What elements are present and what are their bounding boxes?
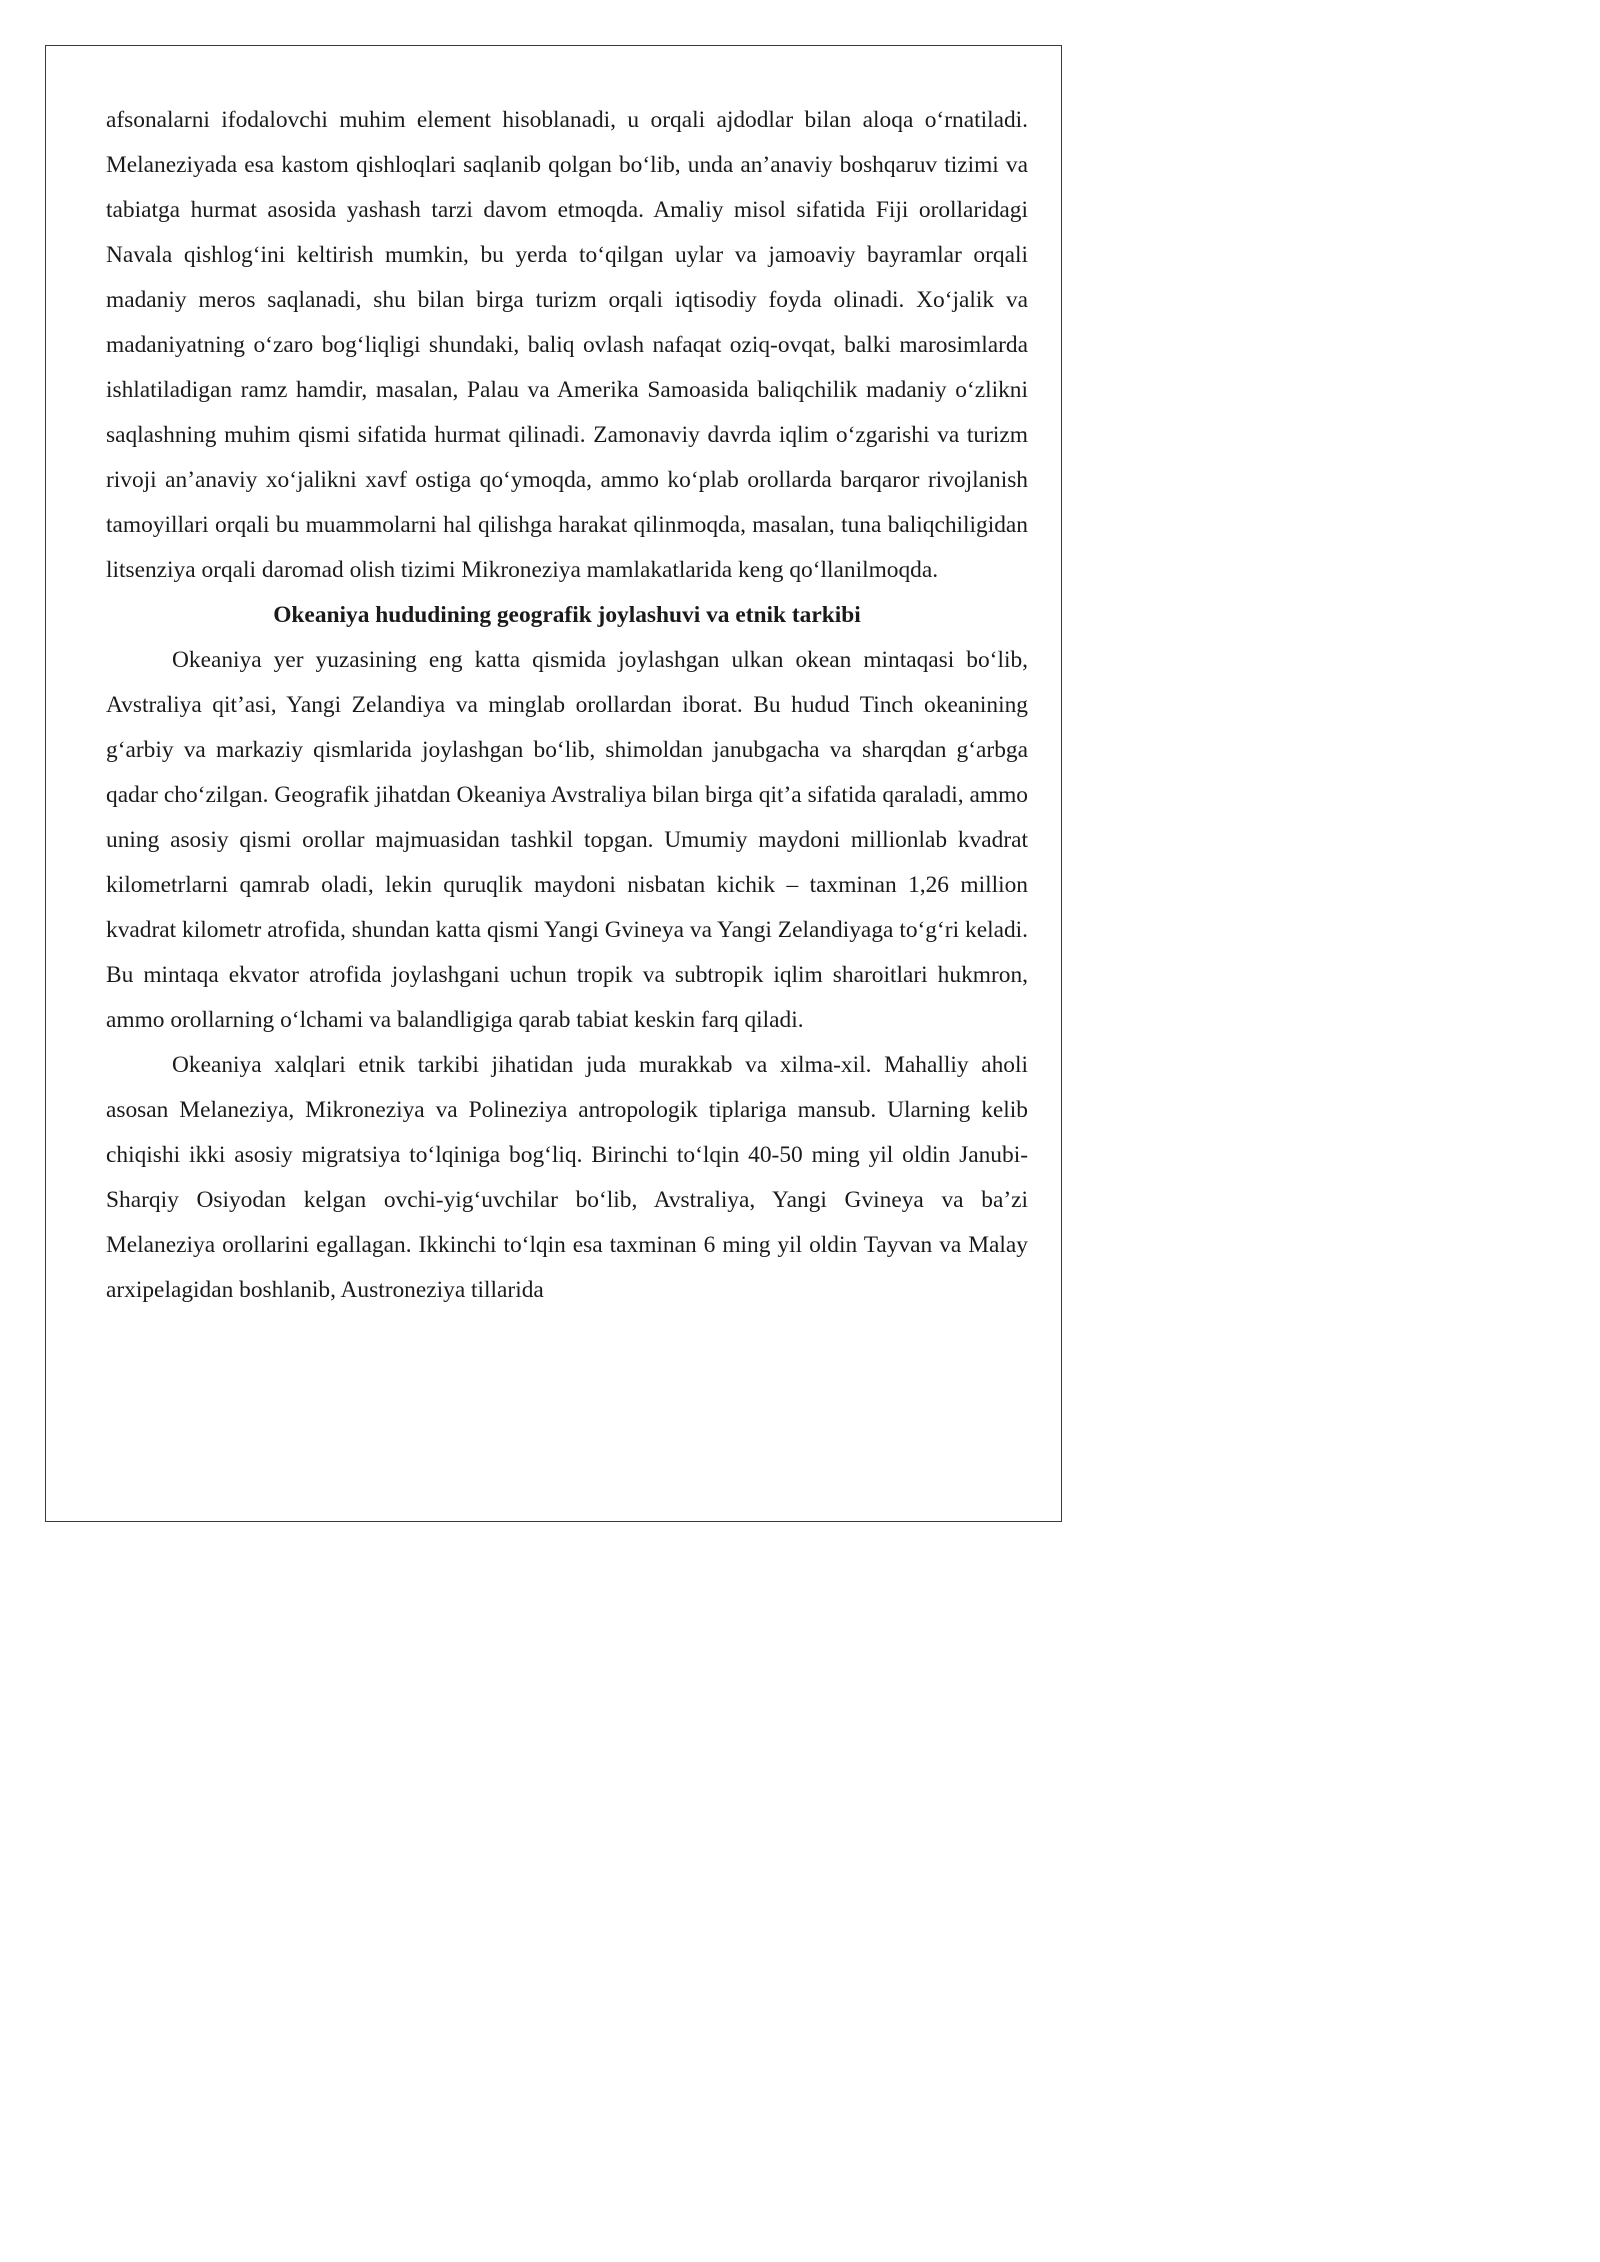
paragraph-continuation: afsonalarni ifodalovchi muhim element hisoblanadi, u orqali ajdodlar bilan aloqa o‘rnatiladi. Melaneziyada esa kastom qishloqlari saqlanib qolgan bo‘lib, unda an’anaviy boshqaruv tizimi va tabiatga hurmat asosida yashash tarzi davom etmoqda. Amaliy misol sifatida Fiji orollaridagi Navala qishlog‘ini keltirish mumkin, bu yerda to‘qilgan uylar va jamoaviy bayramlar orqali madaniy meros saqlanadi, shu bilan birga turizm orqali iqtisodiy foyda olinadi. Xo‘jalik va madaniyatning o‘zaro bog‘liqligi shundaki, baliq ovlash nafaqat oziq-ovqat, balki marosimlarda ishlatiladigan ramz hamdir, masalan, Palau va Amerika Samoasida baliqchilik madaniy o‘zlikni saqlashning muhim qismi sifatida hurmat qilinadi. Zamonaviy davrda iqlim o‘zgarishi va turizm rivoji an’anaviy xo‘jalikni xavf ostiga qo‘ymoqda, ammo ko‘plab orollarda barqaror rivojlanish tamoyillari orqali bu muammolarni hal qilishga harakat qilinmoqda, masalan, tuna baliqchiligidan litsenziya orqali daromad olish tizimi Mikroneziya mamlakatlarida keng qo‘llanilmoqda. [106,107,1028,583]
section-heading: Okeaniya hududining geografik joylashuvi va etnik tarkibi [273,602,861,628]
paragraph-ethnic-composition: Okeaniya xalqlari etnik tarkibi jihatidan juda murakkab va xilma-xil. Mahalliy aholi asosan Melaneziya, Mikroneziya va Polineziya antropologik tiplariga mansub. Ularning kelib chiqishi ikki asosiy migratsiya to‘lqiniga bog‘liq. Birinchi to‘lqin 40-50 ming yil oldin Janubi-Sharqiy Osiyodan kelgan ovchi-yig‘uvchilar bo‘lib, Avstraliya, Yangi Gvineya va ba’zi Melaneziya orollarini egallagan. Ikkinchi to‘lqin esa taxminan 6 ming yil oldin Tayvan va Malay arxipelagidan boshlanib, Austroneziya tillarida [106,1052,1028,1303]
document-body [106,98,1028,1313]
paragraph-geography: Okeaniya yer yuzasining eng katta qismida joylashgan ulkan okean mintaqasi bo‘lib, Avstraliya qit’asi, Yangi Zelandiya va minglab orollardan iborat. Bu hudud Tinch okeanining g‘arbiy va markaziy qismlarida joylashgan bo‘lib, shimoldan janubgacha va sharqdan g‘arbga qadar cho‘zilgan. Geografik jihatdan Okeaniya Avstraliya bilan birga qit’a sifatida qaraladi, ammo uning asosiy qismi orollar majmuasidan tashkil topgan. Umumiy maydoni millionlab kvadrat kilometrlarni qamrab oladi, lekin quruqlik maydoni nisbatan kichik – taxminan 1,26 million kvadrat kilometr atrofida, shundan katta qismi Yangi Gvineya va Yangi Zelandiyaga to‘g‘ri keladi. Bu mintaqa ekvator atrofida joylashgani uchun tropik va subtropik iqlim sharoitlari hukmron, ammo orollarning o‘lchami va balandligiga qarab tabiat keskin farq qiladi. [106,647,1028,1033]
